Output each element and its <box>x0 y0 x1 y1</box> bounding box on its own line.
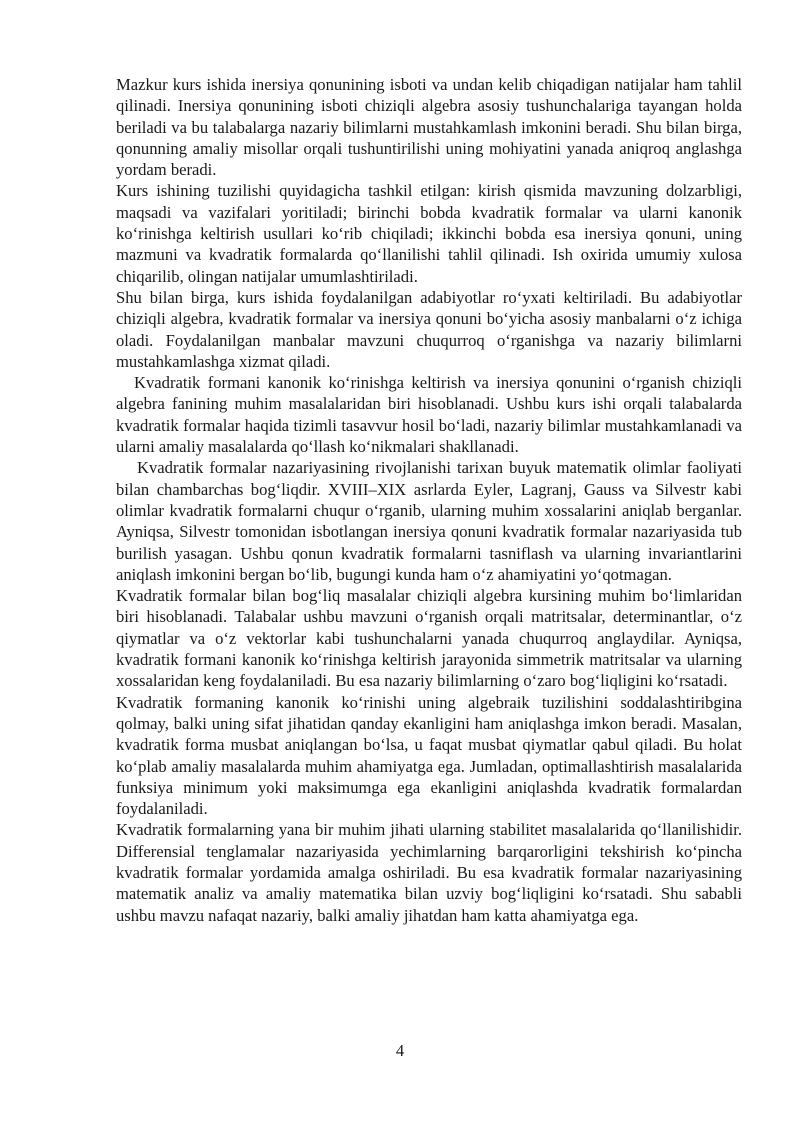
page-number: 4 <box>395 1041 405 1060</box>
paragraph-linear-algebra: Kvadratik formalar bilan bog‘liq masalalar chiziqli algebra kursining muhim bo‘limlaridan biri hisoblanadi. Talabalar ushbu mavzuni o‘rganish orqali matritsalar, determinantlar, o‘z qiymatlar va o‘z vektorlar kabi tushunchalarni yanada chuqurroq anglaydilar. Ayniqsa, kvadratik formani kanonik ko‘rinishga keltirish jarayonida simmetrik matritsalar va ularning xossalaridan keng foydalaniladi. Bu esa nazariy bilimlarning o‘zaro bog‘liqligini ko‘rsatadi. <box>116 586 742 691</box>
paragraph-structure: Kurs ishining tuzilishi quyidagicha tashkil etilgan: kirish qismida mavzuning dolzarbligi, maqsadi va vazifalari yoritiladi; birinchi bobda kvadratik formalar va ularni kanonik ko‘rinishga keltirish usullari ko‘rib chiqiladi; ikkinchi bobda esa inersiya qonuni, uning mazmuni va kvadratik formalarda qo‘llanilishi tahlil qilinadi. Ish oxirida umumiy xulosa chiqarilib, olingan natijalar umumlashtiriladi. <box>116 181 742 286</box>
paragraph-proof-summary: Mazkur kurs ishida inersiya qonunining isboti va undan kelib chiqadigan natijalar ham tahlil qilinadi. Inersiya qonunining isboti chiziqli algebra asosiy tushunchalariga tayangan holda beriladi va bu talabalarga nazariy bilimlarni mustahkamlash imkonini beradi. Shu bilan birga, qonunning amaliy misollar orqali tushuntirilishi uning mohiyatini yanada aniqroq anglashga yordam beradi. <box>116 75 742 180</box>
paragraph-importance: Kvadratik formani kanonik ko‘rinishga keltirish va inersiya qonunini o‘rganish chiziqli algebra fanining muhim masalalaridan biri hisoblanadi. Ushbu kurs ishi orqali talabalarda kvadratik formalar haqida tizimli tasavvur hosil bo‘ladi, nazariy bilimlar mustahkamlanadi va ularni amaliy masalalarda qo‘llash ko‘nikmalari shakllanadi. <box>116 373 742 457</box>
document-body <box>116 74 742 926</box>
paragraph-history: Kvadratik formalar nazariyasining rivojlanishi tarixan buyuk matematik olimlar faoliyati bilan chambarchas bog‘liqdir. XVIII–XIX asrlarda Eyler, Lagranj, Gauss va Silvestr kabi olimlar kvadratik formalarni chuqur o‘rganib, ularning muhim xossalarini aniqlab berganlar. Ayniqsa, Silvestr tomonidan isbotlangan inersiya qonuni kvadratik formalar nazariyasida tub burilish yasagan. Ushbu qonun kvadratik formalarni tasniflash va ularning invariantlarini aniqlash imkonini bergan bo‘lib, bugungi kunda ham o‘z ahamiyatini yo‘qotmagan. <box>116 458 742 584</box>
paragraph-stability: Kvadratik formalarning yana bir muhim jihati ularning stabilitet masalalarida qo‘llanilishidir. Differensial tenglamalar nazariyasida yechimlarning barqarorligini tekshirish ko‘pincha kvadratik formalar yordamida amalga oshiriladi. Bu esa kvadratik formalar nazariyasining matematik analiz va amaliy matematika bilan uzviy bog‘liqligini ko‘rsatadi. Shu sababli ushbu mavzu nafaqat nazariy, balki amaliy jihatdan ham katta ahamiyatga ega. <box>116 820 742 925</box>
paragraph-references: Shu bilan birga, kurs ishida foydalanilgan adabiyotlar ro‘yxati keltiriladi. Bu adabiyotlar chiziqli algebra, kvadratik formalar va inersiya qonuni bo‘yicha asosiy manbalarni o‘z ichiga oladi. Foydalanilgan manbalar mavzuni chuqurroq o‘rganishga va nazariy bilimlarni mustahkamlashga xizmat qiladi. <box>116 287 742 371</box>
paragraph-canonical-form: Kvadratik formaning kanonik ko‘rinishi uning algebraik tuzilishini soddalashtiribgina qolmay, balki uning sifat jihatidan qanday ekanligini ham aniqlashga imkon beradi. Masalan, kvadratik forma musbat aniqlangan bo‘lsa, u faqat musbat qiymatlar qabul qiladi. Bu holat ko‘plab amaliy masalalarda muhim ahamiyatga ega. Jumladan, optimallashtirish masalalarida funksiya minimum yoki maksimumga ega ekanligini aniqlashda kvadratik formalardan foydalaniladi. <box>116 692 742 819</box>
